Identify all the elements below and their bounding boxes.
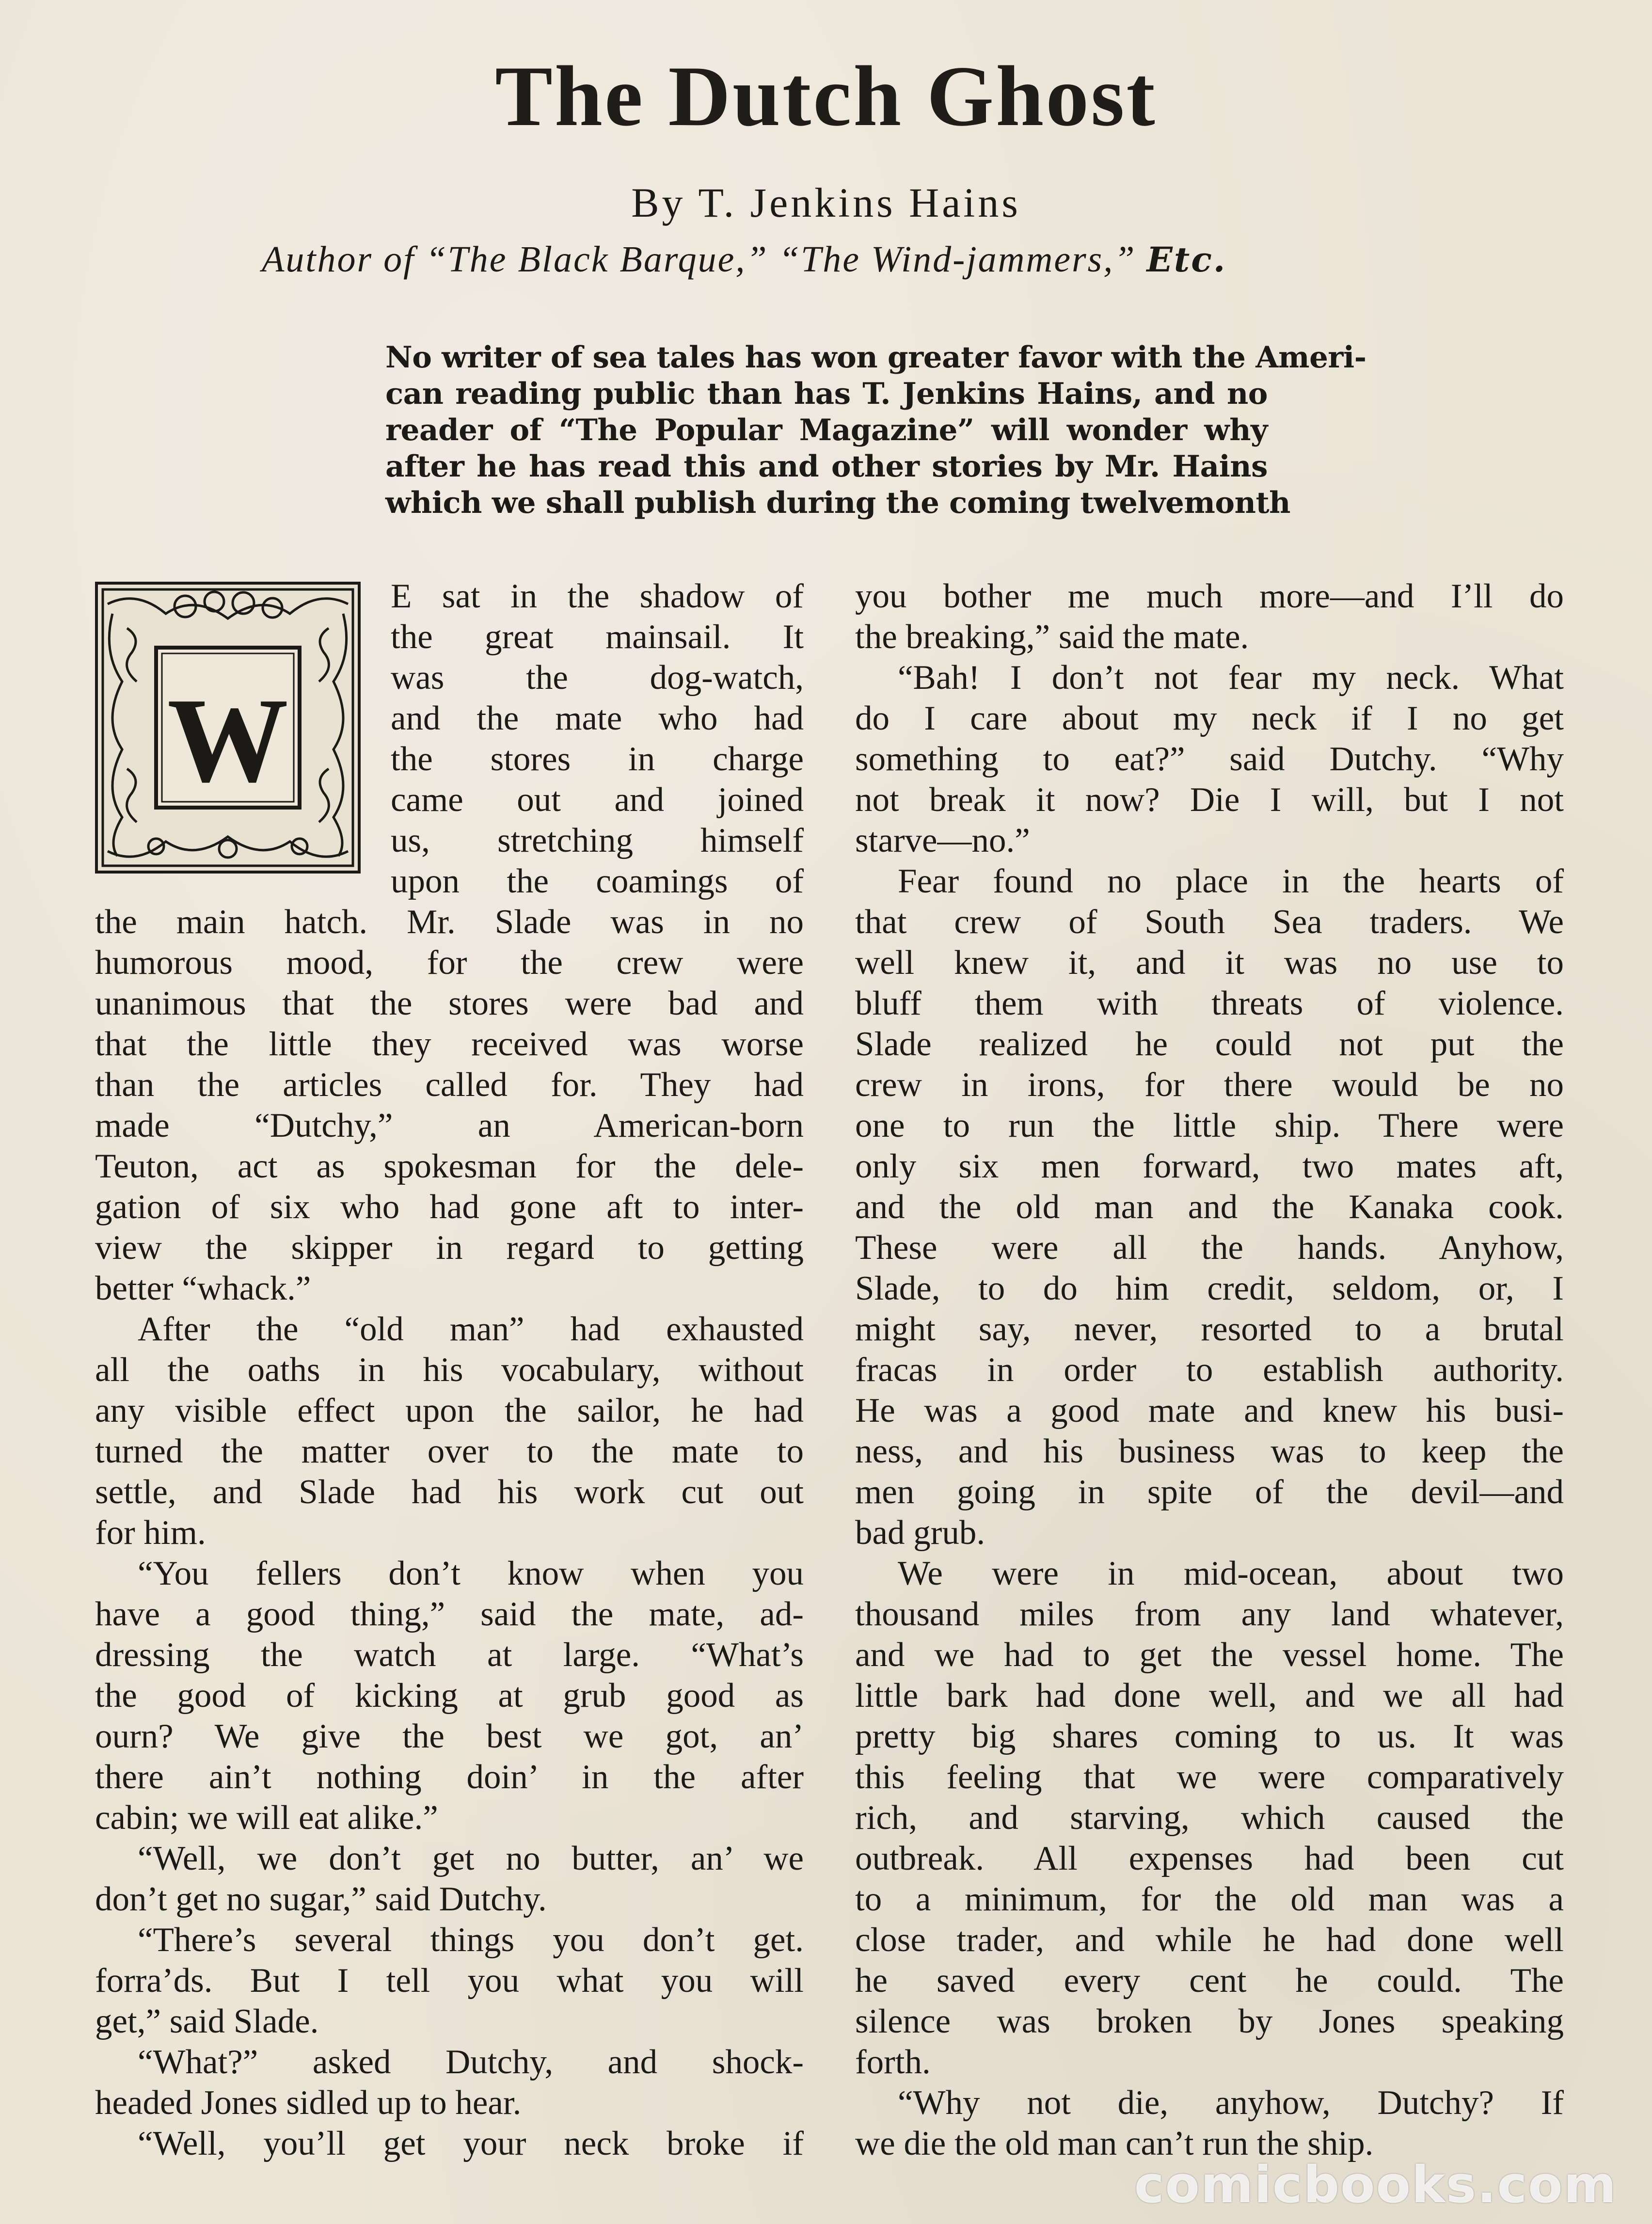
text-line: and we had to get the vessel home. The — [855, 1636, 1564, 1674]
intro-line: reader of “The Popular Magazine” will wonder why — [385, 413, 1268, 447]
text-line: Fear found no place in the hearts of — [898, 862, 1564, 900]
text-line: we die the old man can’t run the ship. — [855, 2125, 1374, 2162]
author-credits — [262, 238, 1425, 281]
text-line: humorous mood, for the crew were — [95, 944, 804, 982]
left-column — [95, 576, 804, 2164]
text-line: Slade realized he could not put the — [855, 1025, 1564, 1063]
text-line: and the mate who had — [391, 699, 804, 737]
text-line: that crew of South Sea traders. We — [855, 903, 1564, 941]
text-line: Teuton, act as spokesman for the dele- — [95, 1147, 804, 1185]
text-line: the main hatch. Mr. Slade was in no — [95, 903, 804, 941]
text-line: you bother me much more—and I’ll do — [855, 577, 1564, 615]
text-line: ness, and his business was to keep the — [855, 1432, 1564, 1470]
text-line: for him. — [95, 1514, 206, 1552]
text-line: dressing the watch at large. “What’s — [95, 1636, 804, 1674]
text-line: do I care about my neck if I no get — [855, 699, 1564, 737]
intro-line: which we shall publish during the coming twelvemonth — [385, 486, 1290, 520]
author-of-prefix: Author of — [262, 239, 426, 280]
text-line: this feeling that we were comparatively — [855, 1758, 1564, 1796]
text-line: don’t get no sugar,” said Dutchy. — [95, 1880, 547, 1918]
text-line: upon the coamings of — [391, 862, 804, 900]
text-line: well knew it, and it was no use to — [855, 944, 1564, 982]
text-line: he saved every cent he could. The — [855, 1962, 1564, 2000]
author-works: “The Black Barque,” “The Wind-jammers,” — [426, 239, 1136, 280]
text-line: something to eat?” said Dutchy. “Why — [855, 740, 1564, 778]
text-line: any visible effect upon the sailor, he had — [95, 1392, 804, 1430]
text-line: the breaking,” said the mate. — [855, 618, 1249, 656]
text-line: not break it now? Die I will, but I not — [855, 781, 1564, 819]
text-line: He was a good mate and knew his busi- — [855, 1392, 1564, 1430]
text-line: might say, never, resorted to a brutal — [855, 1310, 1564, 1348]
text-line: the stores in charge — [391, 740, 804, 778]
text-line: unanimous that the stores were bad and — [95, 985, 804, 1022]
intro-line: after he has read this and other stories by Mr. Hains — [385, 449, 1268, 484]
editorial-intro — [385, 339, 1366, 521]
text-line: Slade, to do him credit, seldom, or, I — [855, 1270, 1564, 1307]
text-line: only six men forward, two mates aft, — [855, 1147, 1564, 1185]
author-etc: Etc. — [1146, 239, 1227, 280]
text-line: than the articles called for. They had — [95, 1066, 804, 1104]
text-line: headed Jones sidled up to hear. — [95, 2084, 522, 2122]
text-line: silence was broken by Jones speaking — [855, 2002, 1564, 2040]
text-line: “There’s several things you don’t get. — [138, 1921, 804, 1959]
text-line: came out and joined — [391, 781, 804, 819]
text-line: E sat in the shadow of — [391, 577, 804, 615]
right-column — [855, 576, 1564, 2164]
text-line: settle, and Slade had his work cut out — [95, 1473, 804, 1511]
text-line: little bark had done well, and we all had — [855, 1677, 1564, 1715]
text-line: “What?” asked Dutchy, and shock- — [138, 2043, 804, 2081]
text-line: ourn? We give the best we got, an’ — [95, 1717, 804, 1755]
text-line: made “Dutchy,” an American-born — [95, 1107, 804, 1144]
intro-line: can reading public than has T. Jenkins Hains, and no — [385, 377, 1268, 411]
text-line: close trader, and while he had done well — [855, 1921, 1564, 1959]
text-line: pretty big shares coming to us. It was — [855, 1717, 1564, 1755]
text-line: view the skipper in regard to getting — [95, 1229, 804, 1267]
text-line: These were all the hands. Anyhow, — [855, 1229, 1564, 1267]
text-line: all the oaths in his vocabulary, without — [95, 1351, 804, 1389]
text-line: bad grub. — [855, 1514, 985, 1552]
text-line: “Well, we don’t get no butter, an’ we — [138, 1840, 804, 1877]
text-line: to a minimum, for the old man was a — [855, 1880, 1564, 1918]
text-line: bluff them with threats of violence. — [855, 985, 1564, 1022]
text-line: forth. — [855, 2043, 931, 2081]
text-line: better “whack.” — [95, 1270, 311, 1307]
text-line: get,” said Slade. — [95, 2002, 319, 2040]
intro-line: No writer of sea tales has won greater favor with the Ameri- — [385, 340, 1366, 375]
text-line: We were in mid-ocean, about two — [898, 1555, 1564, 1592]
text-line: the great mainsail. It — [391, 618, 804, 656]
text-line: rich, and starving, which caused the — [855, 1799, 1564, 1837]
text-line: men going in spite of the devil—and — [855, 1473, 1564, 1511]
text-line: was the dog-watch, — [391, 659, 804, 697]
text-line: one to run the little ship. There were — [855, 1107, 1564, 1144]
text-line: cabin; we will eat alike.” — [95, 1799, 438, 1837]
text-line: thousand miles from any land whatever, — [855, 1595, 1564, 1633]
text-line: forra’ds. But I tell you what you will — [95, 1962, 804, 2000]
byline: By T. Jenkins Hains — [631, 179, 1021, 226]
text-line: starve—no.” — [855, 822, 1030, 859]
text-line: gation of six who had gone aft to inter- — [95, 1188, 804, 1226]
text-line: fracas in order to establish authority. — [855, 1351, 1564, 1389]
text-line: outbreak. All expenses had been cut — [855, 1840, 1564, 1877]
text-line: After the “old man” had exhausted — [138, 1310, 804, 1348]
text-line: “You fellers don’t know when you — [138, 1555, 804, 1592]
text-line: “Well, you’ll get your neck broke if — [138, 2125, 804, 2162]
text-line: crew in irons, for there would be no — [855, 1066, 1564, 1104]
text-line: the good of kicking at grub good as — [95, 1677, 804, 1715]
text-line: there ain’t nothing doin’ in the after — [95, 1758, 804, 1796]
story-title: The Dutch Ghost — [495, 48, 1157, 144]
text-line: us, stretching himself — [391, 822, 804, 859]
text-line: and the old man and the Kanaka cook. — [855, 1188, 1564, 1226]
text-line: turned the matter over to the mate to — [95, 1432, 804, 1470]
drop-cap-letter: W — [167, 673, 288, 808]
text-line: “Bah! I don’t not fear my neck. What — [898, 659, 1564, 697]
text-line: that the little they received was worse — [95, 1025, 804, 1063]
site-watermark: comicbooks.com — [1134, 2155, 1617, 2214]
text-line: have a good thing,” said the mate, ad- — [95, 1595, 804, 1633]
text-line: “Why not die, anyhow, Dutchy? If — [898, 2084, 1564, 2122]
